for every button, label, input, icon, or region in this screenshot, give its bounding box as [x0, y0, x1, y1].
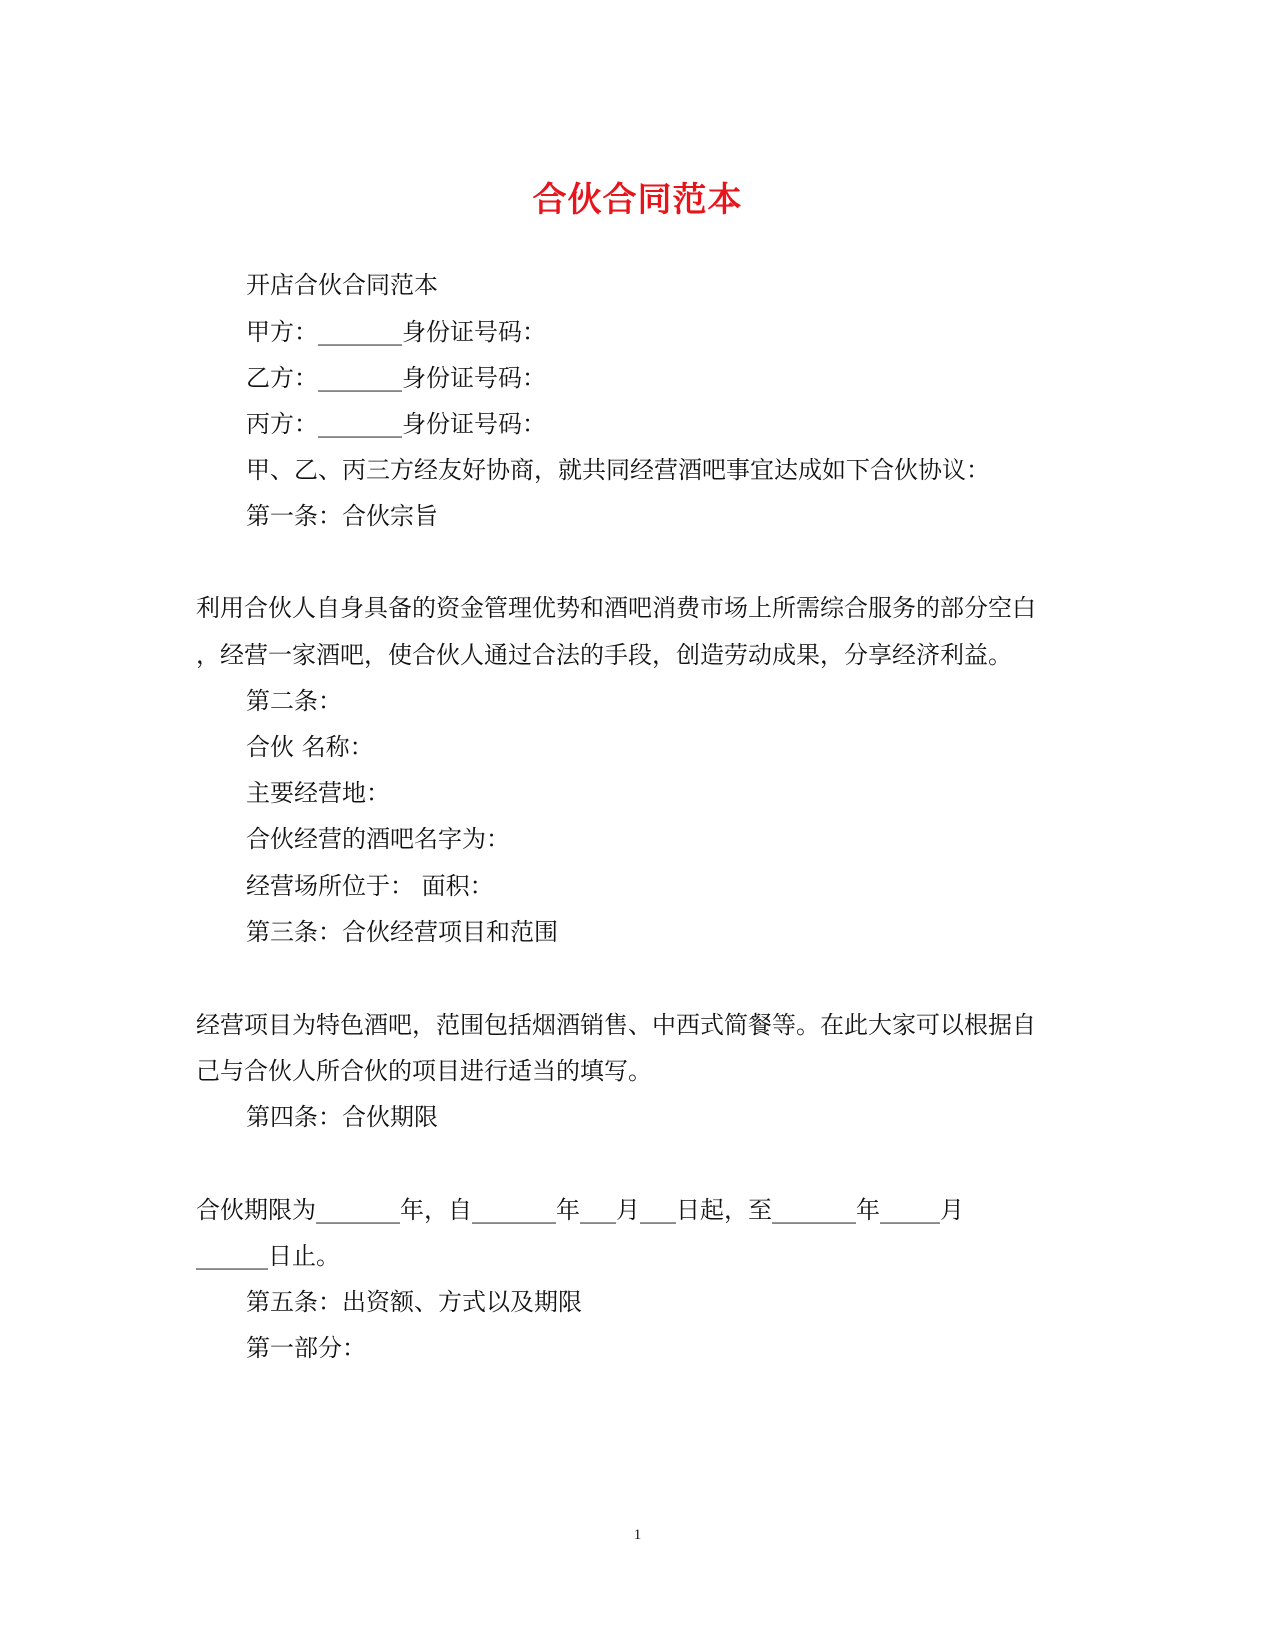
article-4-body-line-2: ______日止。: [196, 1242, 340, 1270]
subtitle-line: 开店合伙合同范本: [246, 271, 438, 299]
article-4-body-line-1: 合伙期限为_______年，自_______年___月___日起，至_______年_____月: [196, 1196, 964, 1224]
article-4-heading: 第四条：合伙期限: [246, 1103, 438, 1131]
article-3-heading: 第三条：合伙经营项目和范围: [246, 918, 558, 946]
agreement-intro-line: 甲、乙、丙三方经友好协商，就共同经营酒吧事宜达成如下合伙协议：: [246, 456, 990, 484]
party-a-line: 甲方：_______身份证号码：: [246, 318, 546, 346]
article-1-body-line-2: ，经营一家酒吧，使合伙人通过合法的手段，创造劳动成果，分享经济利益。: [196, 641, 1012, 669]
article-3-body-line-2: 己与合伙人所合伙的项目进行适当的填写。: [196, 1057, 652, 1085]
article-2-heading: 第二条：: [246, 687, 342, 715]
document-title: 合伙合同范本: [532, 180, 743, 220]
article-3-body-line-1: 经营项目为特色酒吧，范围包括烟酒销售、中西式简餐等。在此大家可以根据自: [196, 1011, 1036, 1039]
part-one-heading: 第一部分：: [246, 1334, 366, 1362]
article-5-heading: 第五条：出资额、方式以及期限: [246, 1288, 582, 1316]
main-business-place-line: 主要经营地：: [246, 779, 390, 807]
location-area-line: 经营场所位于： 面积：: [246, 872, 494, 900]
party-c-line: 丙方：_______身份证号码：: [246, 410, 546, 438]
party-b-line: 乙方：_______身份证号码：: [246, 364, 546, 392]
article-1-heading: 第一条：合伙宗旨: [246, 502, 438, 530]
bar-name-line: 合伙经营的酒吧名字为：: [246, 825, 510, 853]
page-number: 1: [633, 1527, 642, 1543]
partnership-name-line: 合伙 名称：: [246, 733, 374, 761]
article-1-body-line-1: 利用合伙人自身具备的资金管理优势和酒吧消费市场上所需综合服务的部分空白: [196, 594, 1036, 622]
